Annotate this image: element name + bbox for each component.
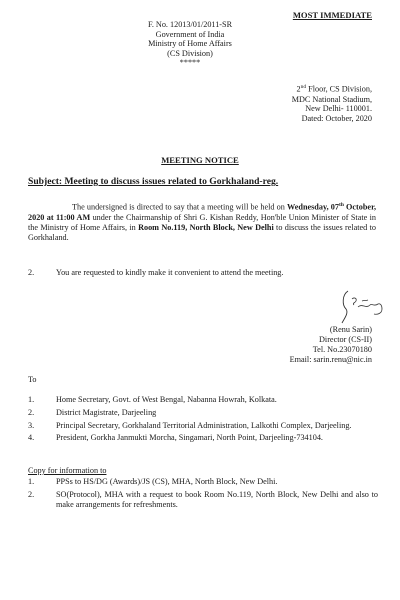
ministry-name: Ministry of Home Affairs (148, 39, 232, 49)
priority-label: MOST IMMEDIATE (292, 10, 372, 20)
subject-line: Subject: Meeting to discuss issues related to Gorkhaland-reg. (28, 176, 279, 187)
copy-list (28, 477, 378, 512)
notice-title: MEETING NOTICE (161, 155, 239, 165)
government-name: Government of India (155, 29, 225, 39)
paragraph-2: You are requested to kindly make it convenient to attend the meeting. (56, 268, 284, 277)
address-line-floor: 2nd Floor, CS Division, (296, 84, 372, 94)
signatory-phone: Tel. No.23070180 (312, 345, 372, 354)
office-address (292, 83, 372, 124)
division-name: (CS Division) (167, 48, 213, 58)
paragraph-1: The undersigned is directed to say that a meeting will be held on Wednesday, 07th October, 2020 at 11:00 AM under the Chairmanship of Shri G. Kishan Reddy, Hon'ble Union Minister of State in the Ministry of Home Affairs, in Room No.119, North Block, New Delhi to discuss the issues related to Gorkhaland. (28, 202, 376, 243)
letterhead (120, 20, 260, 68)
handwritten-signature-icon (338, 287, 386, 327)
address-line-stadium: MDC National Stadium, (291, 94, 372, 104)
recipient-list (28, 395, 378, 446)
to-label: To (28, 375, 37, 384)
list-item: 1. Home Secretary, Govt. of West Bengal, Nabanna Howrah, Kolkata. (28, 395, 277, 404)
list-item: 2. SO(Protocol), MHA with a request to book Room No.119, North Block, New Delhi and also to make arrangements for refreshments. (28, 489, 378, 509)
signature-block (290, 325, 372, 365)
signatory-email: Email: sarin.renu@nic.in (289, 355, 372, 364)
address-line-city: New Delhi- 110001. (305, 104, 372, 114)
list-item: 3. Principal Secretary, Gorkhaland Territorial Administration, Lalkothi Complex, Darjeeling. (28, 420, 352, 430)
list-item: 1. PPSs to HS/DG (Awards)/JS (CS), MHA, North Block, New Delhi. (28, 477, 278, 486)
list-item: 2. District Magistrate, Darjeeling (28, 407, 157, 417)
list-item: 4. President, Gorkha Janmukti Morcha, Singamari, North Point, Darjeeling-734104. (28, 433, 323, 443)
copy-label: Copy for information to (28, 466, 107, 475)
date-line: Dated: October, 2020 (301, 114, 372, 124)
signatory-designation: Director (CS-II) (319, 335, 372, 344)
paragraph-2-number: 2. (28, 268, 35, 277)
signatory-name: (Renu Sarin) (329, 325, 372, 334)
file-number: F. No. 12013/01/2011-SR (147, 20, 233, 29)
stars-separator: ***** (179, 58, 201, 68)
